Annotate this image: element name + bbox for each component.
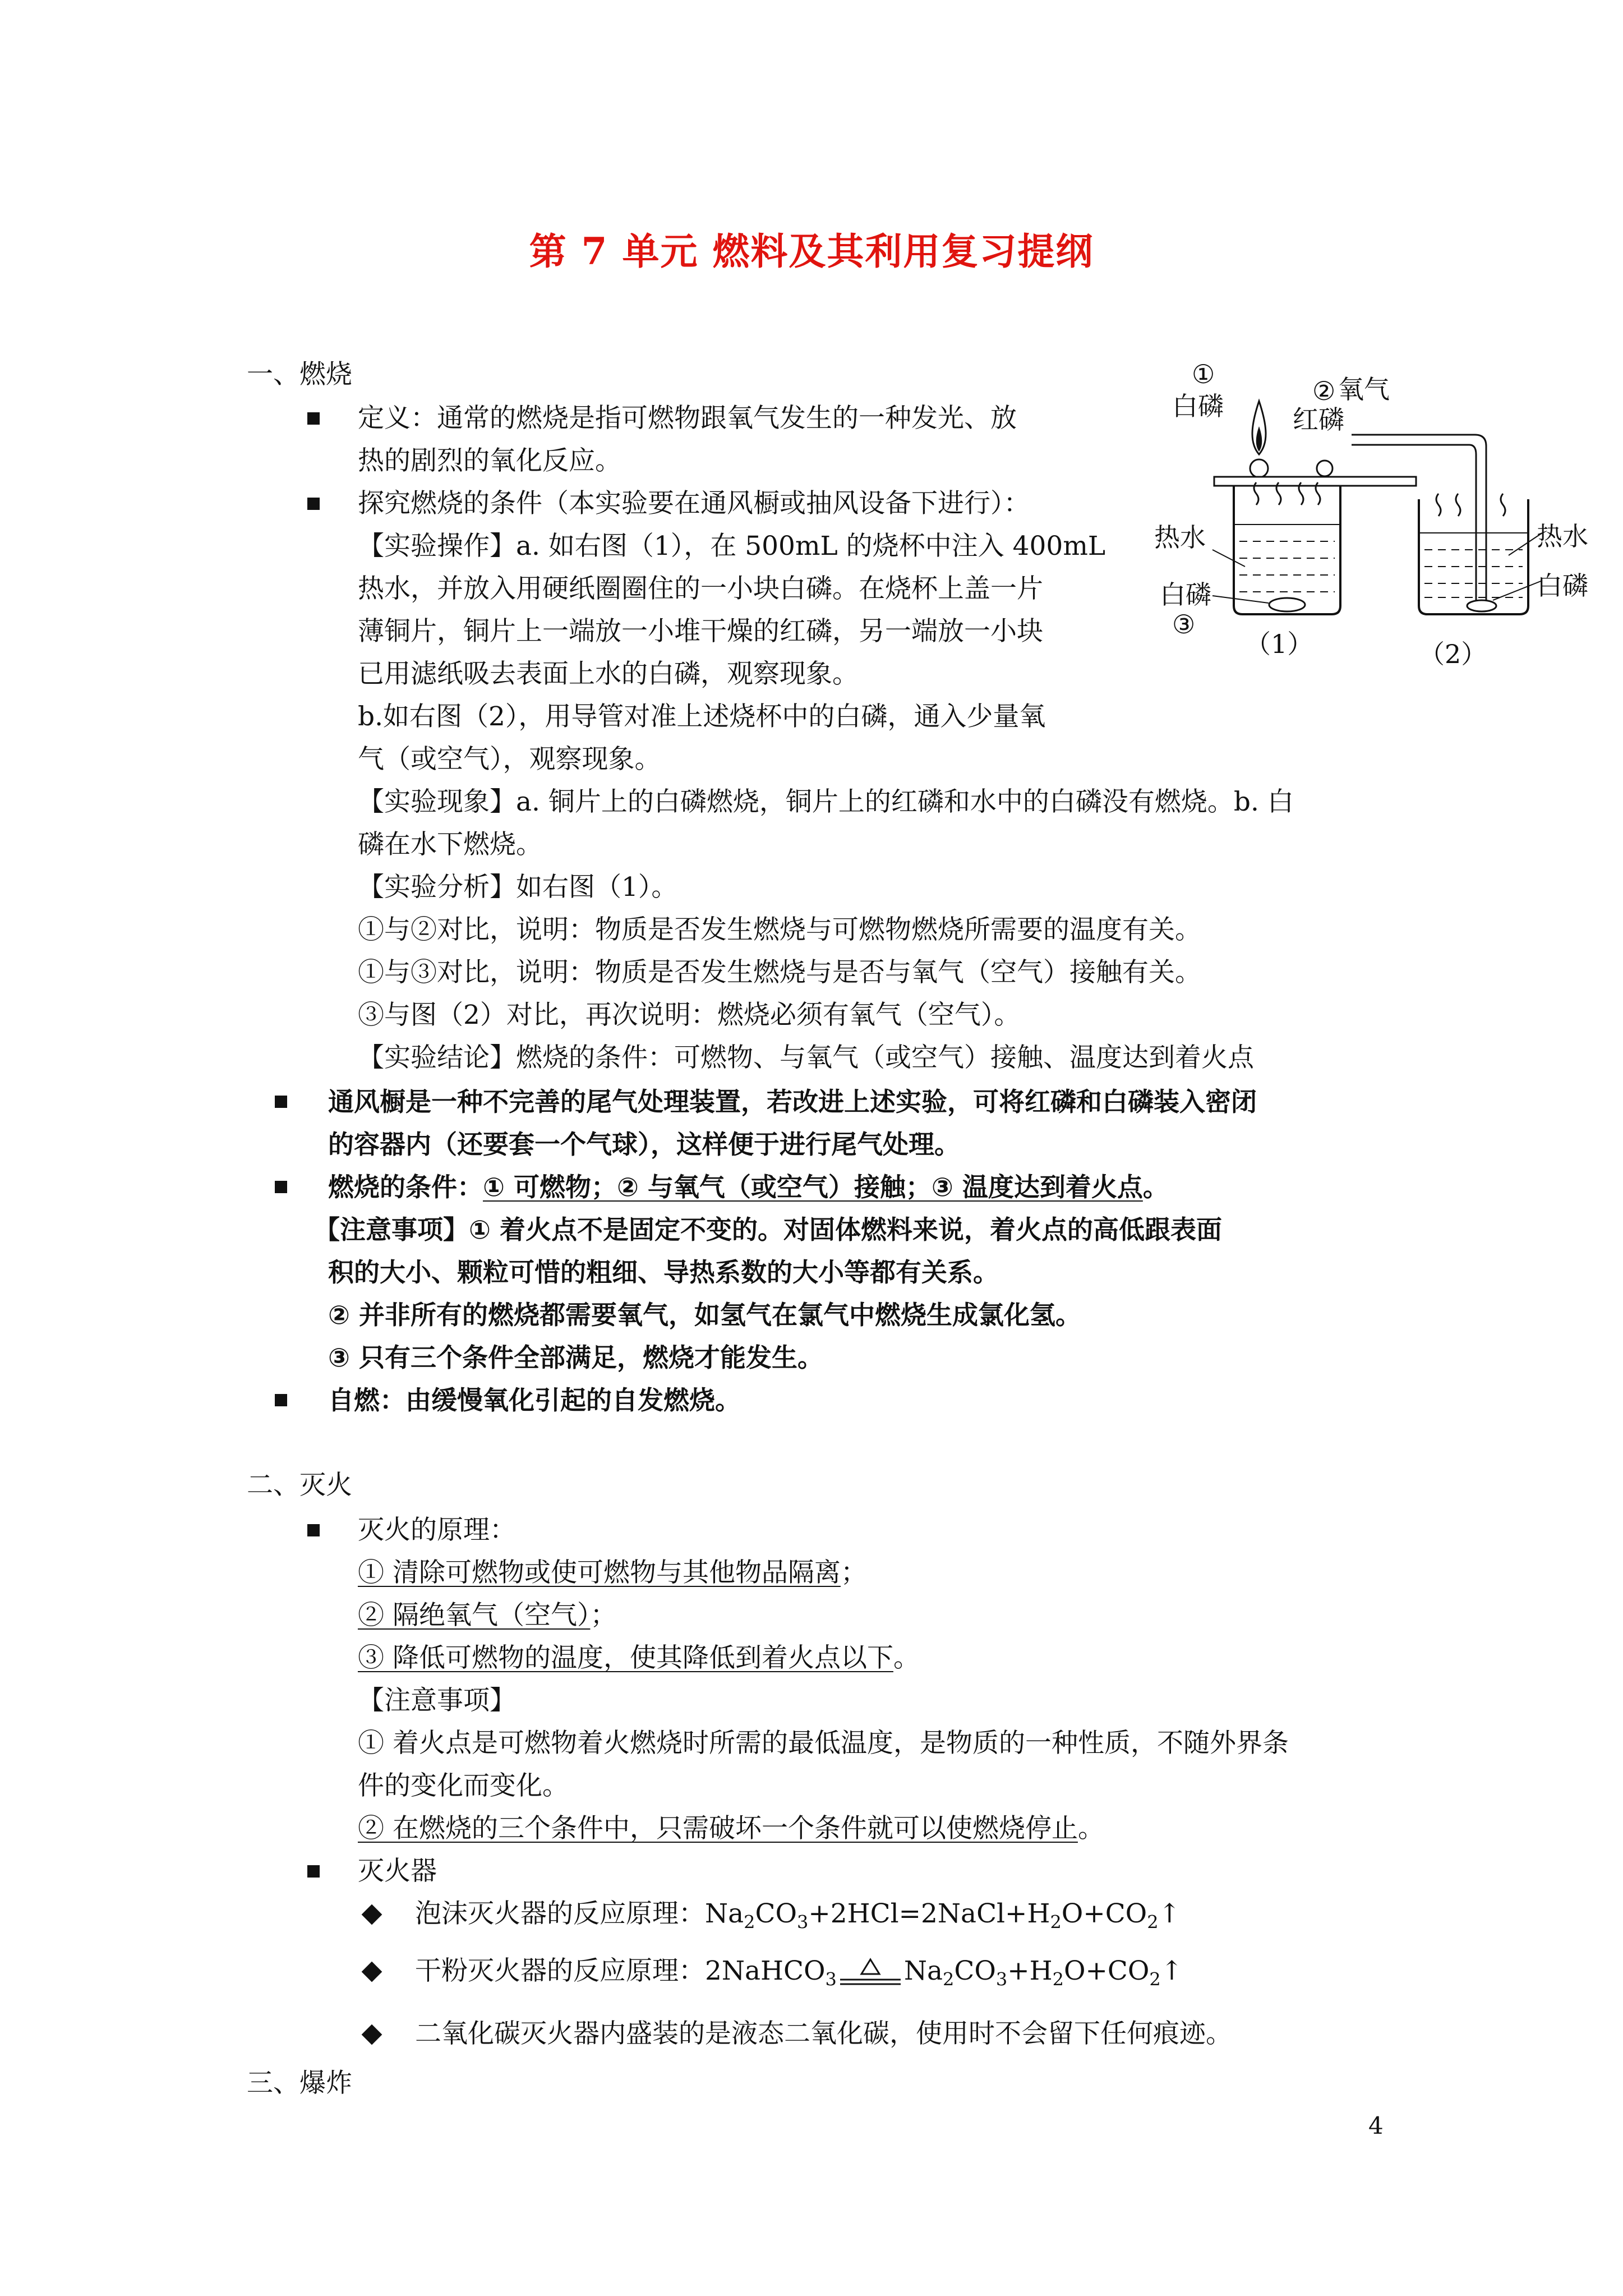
dry-powder-extinguisher-line: 干粉灭火器的反应原理：2NaHCO$_3$ $Na_2CO_3+H_2O+CO_2↑$ bbox=[415, 1955, 1183, 1990]
bullet-diamond bbox=[362, 1962, 382, 1982]
label-white-phosphorus-right: 白磷 bbox=[1537, 570, 1588, 601]
fume-hood-line: 通风橱是一种不完善的尾气处理装置，若改进上述实验，可将红磷和白磷装入密闭 bbox=[328, 1087, 1257, 1117]
label-circle-1: ① bbox=[1192, 359, 1215, 389]
spontaneous-combustion-line: 自燃：由缓慢氧化引起的自发燃烧。 bbox=[328, 1385, 741, 1415]
analysis-line: ①与③对比，说明：物质是否发生燃烧与是否与氧气（空气）接触有关。 bbox=[358, 957, 1201, 988]
operation-line: 已用滤纸吸去表面上水的白磷，观察现象。 bbox=[358, 659, 859, 689]
bullet-square bbox=[307, 1865, 320, 1878]
bullet-square bbox=[307, 412, 320, 425]
page-title: 第 7 单元 燃料及其利用复习提纲 bbox=[529, 229, 1094, 273]
phenomenon-line: 磷在水下燃烧。 bbox=[358, 829, 542, 860]
principle-item: ② 隔绝氧气（空气）； bbox=[358, 1600, 617, 1631]
label-oxygen: 氧气 bbox=[1338, 374, 1390, 404]
notice-line: ① 着火点是可燃物着火燃烧时所需的最低温度，是物质的一种性质，不随外界条 bbox=[358, 1728, 1289, 1759]
section-heading-combustion: 一、燃烧 bbox=[247, 359, 352, 390]
analysis-line: ①与②对比，说明：物质是否发生燃烧与可燃物燃烧所需要的温度有关。 bbox=[358, 914, 1201, 945]
operation-line: b.如右图（2），用导管对准上述烧杯中的白磷，通入少量氧 bbox=[358, 701, 1046, 732]
label-circle-3: ③ bbox=[1172, 609, 1196, 639]
notice-line: 件的变化而变化。 bbox=[358, 1770, 569, 1801]
bullet-square bbox=[275, 1181, 287, 1193]
combustion-conditions-line bbox=[328, 1166, 1169, 1208]
label-circle-2: ② bbox=[1312, 376, 1336, 406]
experiment-figure bbox=[1150, 359, 1621, 679]
bullet-square bbox=[275, 1394, 287, 1406]
label-hot-water-left: 热水 bbox=[1154, 522, 1206, 553]
bullet-square bbox=[307, 498, 320, 510]
bullet-square bbox=[275, 1096, 287, 1108]
foam-extinguisher-line: 泡沫灭火器的反应原理：$Na_2CO_3+2HCl=2NaCl+H_2O+CO_2↑$ bbox=[415, 1898, 1181, 1933]
label-white-phosphorus-1: 白磷 bbox=[1172, 391, 1224, 421]
notice-line: ② 在燃烧的三个条件中，只需破坏一个条件就可以使燃烧停止。 bbox=[358, 1813, 1104, 1844]
bullet-diamond bbox=[362, 1904, 382, 1925]
phenomenon-line: 【实验现象】a. 铜片上的白磷燃烧，铜片上的红磷和水中的白磷没有燃烧。b. 白 bbox=[358, 786, 1294, 817]
conditions-list: ① 可燃物；② 与氧气（或空气）接触；③ 温度达到着火点 bbox=[483, 1172, 1143, 1202]
operation-line: 【实验操作】a. 如右图（1），在 500mL 的烧杯中注入 400mL bbox=[358, 531, 1106, 562]
section-heading-explosion: 三、爆炸 bbox=[247, 2068, 352, 2099]
fume-hood-line: 的容器内（还要套一个气球），这样便于进行尾气处理。 bbox=[328, 1129, 960, 1159]
principle-item: ① 清除可燃物或使可燃物与其他物品隔离； bbox=[358, 1557, 867, 1588]
operation-line: 热水，并放入用硬纸圈圈住的一小块白磷。在烧杯上盖一片 bbox=[358, 573, 1043, 604]
label-red-phosphorus: 红磷 bbox=[1293, 404, 1344, 435]
notice-line: ② 并非所有的燃烧都需要氧气，如氢气在氯气中燃烧生成氯化氢。 bbox=[328, 1300, 1081, 1330]
conclusion-line: 【实验结论】燃烧的条件：可燃物、与氧气（或空气）接触、温度达到着火点 bbox=[358, 1042, 1254, 1073]
bullet-square bbox=[307, 1524, 320, 1536]
notice-label: 【注意事项】 bbox=[358, 1685, 516, 1716]
co2-extinguisher-line: 二氧化碳灭火器内盛装的是液态二氧化碳，使用时不会留下任何痕迹。 bbox=[415, 2018, 1232, 2049]
bullet-diamond bbox=[362, 2024, 382, 2045]
definition-line: 热的剧烈的氧化反应。 bbox=[358, 445, 621, 476]
heating-condition-mark bbox=[837, 1956, 904, 1990]
operation-line: 气（或空气），观察现象。 bbox=[358, 744, 661, 775]
extinguisher-label: 灭火器 bbox=[358, 1856, 437, 1887]
caption-figure-2: （2） bbox=[1419, 639, 1487, 669]
operation-line: 薄铜片，铜片上一端放一小堆干燥的红磷，另一端放一小块 bbox=[358, 616, 1043, 647]
notice-line: 【注意事项】① 着火点不是固定不变的。对固体燃料来说，着火点的高低跟表面 bbox=[314, 1214, 1222, 1245]
notice-line: 积的大小、颗粒可惜的粗细、导热系数的大小等都有关系。 bbox=[328, 1257, 999, 1287]
notice-line: ③ 只有三个条件全部满足，燃烧才能发生。 bbox=[328, 1342, 823, 1373]
conditions-label: 燃烧的条件： bbox=[328, 1172, 483, 1202]
label-white-phosphorus-left: 白磷 bbox=[1160, 579, 1211, 610]
explore-conditions-line: 探究燃烧的条件（本实验要在通风橱或抽风设备下进行）： bbox=[358, 488, 1030, 519]
analysis-line: 【实验分析】如右图（1）。 bbox=[358, 872, 678, 903]
principle-item: ③ 降低可燃物的温度，使其降低到着火点以下。 bbox=[358, 1642, 920, 1673]
section-heading-extinguish: 二、灭火 bbox=[247, 1470, 352, 1501]
conditions-period: 。 bbox=[1142, 1172, 1169, 1202]
analysis-line: ③与图（2）对比，再次说明：燃烧必须有氧气（空气）。 bbox=[358, 1000, 1021, 1030]
definition-line: 定义：通常的燃烧是指可燃物跟氧气发生的一种发光、放 bbox=[358, 403, 1017, 434]
label-hot-water-right: 热水 bbox=[1537, 521, 1588, 551]
principle-label: 灭火的原理： bbox=[358, 1515, 516, 1545]
caption-figure-1: （1） bbox=[1245, 629, 1313, 659]
page-number: 4 bbox=[1368, 2112, 1384, 2139]
